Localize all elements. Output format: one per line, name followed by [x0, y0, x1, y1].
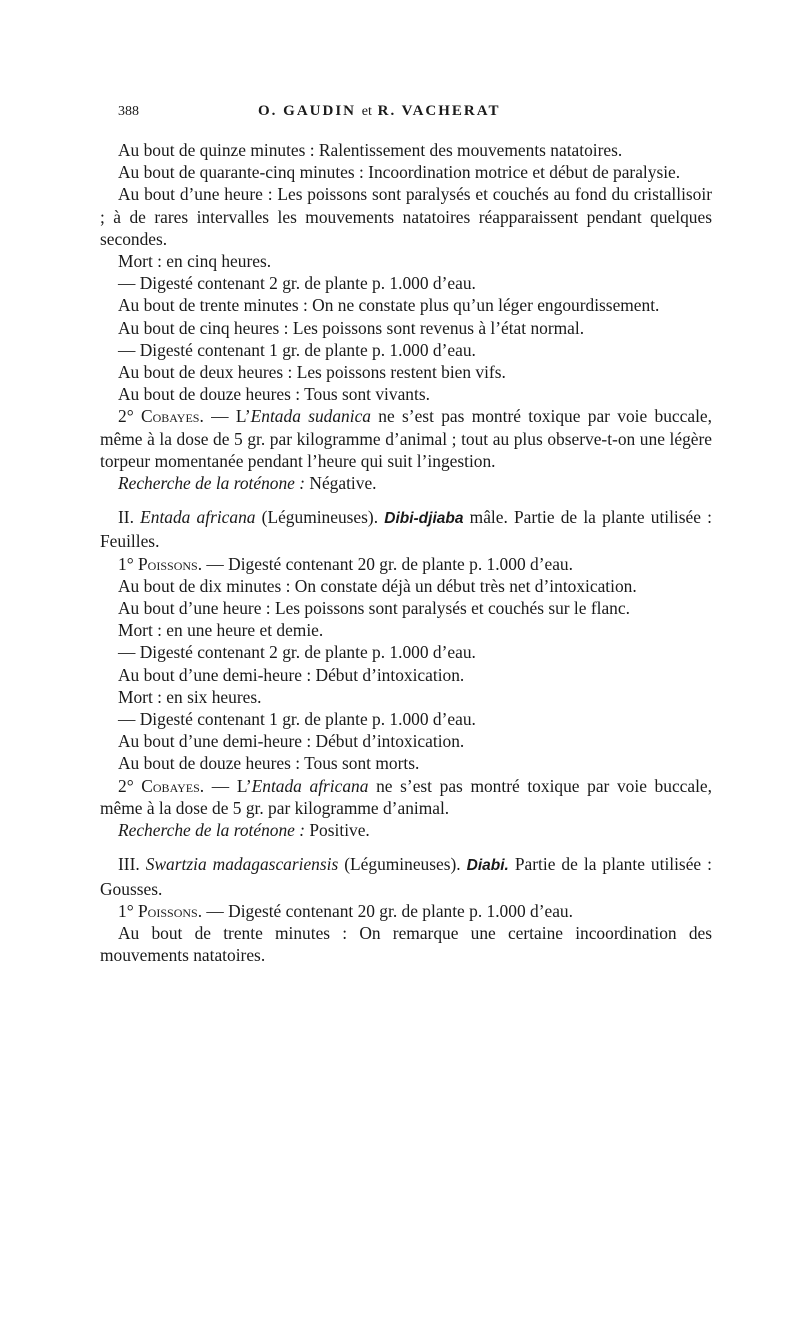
- section-text: Partie de la plante utilisée : Gousses.: [100, 854, 712, 899]
- paragraph: Mort : en une heure et demie.: [118, 620, 324, 641]
- paragraph-text: ne s’est pas montré toxique par voie buccale, même à la dose de 5 gr. par kilogramme d’animal ; tout au plus observe-t-on une légère torpeur momentanée pendant l’heure qui suit l’ingestion.: [100, 406, 712, 471]
- paragraph: — Digesté contenant 1 gr. de plante p. 1.000 d’eau.: [118, 709, 476, 730]
- paragraph-text: — Digesté contenant 20 gr. de plante p. 1.000 d’eau.: [202, 553, 573, 574]
- dash-text: — L’: [204, 775, 252, 796]
- author-1: O. GAUDIN: [258, 103, 357, 119]
- dash-text: — L’: [203, 406, 251, 427]
- species-name: Entada africana: [251, 775, 369, 796]
- cobayes-paragraph-1: [100, 405, 712, 472]
- rotenone-result-1: [100, 472, 712, 494]
- paragraph: Au bout de cinq heures : Les poissons sont revenus à l’état normal.: [118, 317, 585, 338]
- cobayes-paragraph-2: [100, 775, 712, 819]
- paragraph: Au bout d’une demi-heure : Début d’intoxication.: [118, 731, 465, 752]
- species-name: Entada sudanica: [250, 406, 371, 427]
- paragraph: Au bout d’une demi-heure : Début d’intoxication.: [118, 664, 465, 685]
- page-header: [118, 104, 710, 126]
- paragraph: Au bout de trente minutes : On ne constate plus qu’un léger engourdissement.: [118, 295, 660, 316]
- section-number: III.: [118, 854, 140, 875]
- paragraph: Au bout de deux heures : Les poissons restent bien vifs.: [118, 362, 506, 383]
- paragraph: — Digesté contenant 2 gr. de plante p. 1.000 d’eau.: [118, 273, 476, 294]
- paragraph: Au bout de trente minutes : On remarque une certaine incoordination des mouvements natatoires.: [100, 922, 712, 966]
- vernacular-name: Dibi-djiaba: [384, 510, 464, 528]
- item-label: Cobayes.: [141, 775, 205, 796]
- paragraph: Au bout d’une heure : Les poissons sont paralysés et couchés au fond du cristallisoir ; à de rares intervalles les mouvements natatoires réapparaissent pendant quelques secondes.: [100, 184, 712, 249]
- paragraph-text: ne s’est pas montré toxique par voie buccale, même à la dose de 5 gr. par kilogramme d’animal.: [100, 775, 713, 818]
- body-text: [100, 139, 712, 966]
- paragraph: Mort : en cinq heures.: [118, 251, 272, 272]
- rotenone-value: Positive.: [309, 820, 370, 841]
- poissons-paragraph-II: [100, 553, 712, 575]
- paragraph: Au bout de douze heures : Tous sont vivants.: [118, 384, 430, 405]
- item-label: Poissons.: [138, 553, 203, 574]
- section-number: II.: [118, 507, 134, 528]
- item-number: 2°: [118, 775, 134, 796]
- rotenone-label: Recherche de la roténone :: [118, 820, 306, 841]
- section-text: mâle. Partie de la plante utilisée : Feuilles.: [100, 507, 712, 552]
- item-number: 1°: [118, 900, 134, 921]
- paragraph: — Digesté contenant 2 gr. de plante p. 1.000 d’eau.: [118, 642, 476, 663]
- paragraph: Au bout de quinze minutes : Ralentissement des mouvements natatoires.: [118, 140, 623, 160]
- paragraph: Au bout d’une heure : Les poissons sont paralysés et couchés sur le flanc.: [118, 598, 630, 619]
- page-number: 388: [118, 104, 139, 119]
- rotenone-value: Négative.: [309, 473, 377, 494]
- paragraph: Mort : en six heures.: [118, 686, 262, 707]
- rotenone-label: Recherche de la roténone :: [118, 473, 306, 494]
- family-name: (Légumineuses).: [338, 854, 467, 875]
- rotenone-result-2: [100, 819, 712, 841]
- species-name: Entada africana: [140, 507, 256, 528]
- paragraph: Au bout de dix minutes : On constate déjà un début très net d’intoxication.: [118, 575, 637, 596]
- family-name: (Légumineuses).: [255, 507, 385, 528]
- poissons-paragraph-III: [100, 900, 712, 922]
- paragraph: — Digesté contenant 1 gr. de plante p. 1.000 d’eau.: [118, 339, 476, 360]
- item-number: 1°: [118, 553, 134, 574]
- paragraph: Au bout de douze heures : Tous sont morts.: [118, 753, 420, 774]
- item-number: 2°: [118, 406, 134, 427]
- paragraph: Au bout de quarante-cinq minutes : Incoordination motrice et début de paralysie.: [118, 162, 681, 183]
- section-heading-III: [100, 853, 712, 899]
- author-conjunction: et: [361, 104, 372, 119]
- item-label: Poissons.: [138, 900, 203, 921]
- section-heading-II: [100, 506, 712, 552]
- item-label: Cobayes.: [140, 406, 204, 427]
- author-2: R. VACHERAT: [377, 103, 501, 119]
- vernacular-name: Diabi.: [466, 857, 509, 875]
- running-head: [258, 103, 500, 120]
- species-name: Swartzia madagascariensis: [145, 854, 339, 875]
- paragraph-text: — Digesté contenant 20 gr. de plante p. 1.000 d’eau.: [202, 900, 573, 921]
